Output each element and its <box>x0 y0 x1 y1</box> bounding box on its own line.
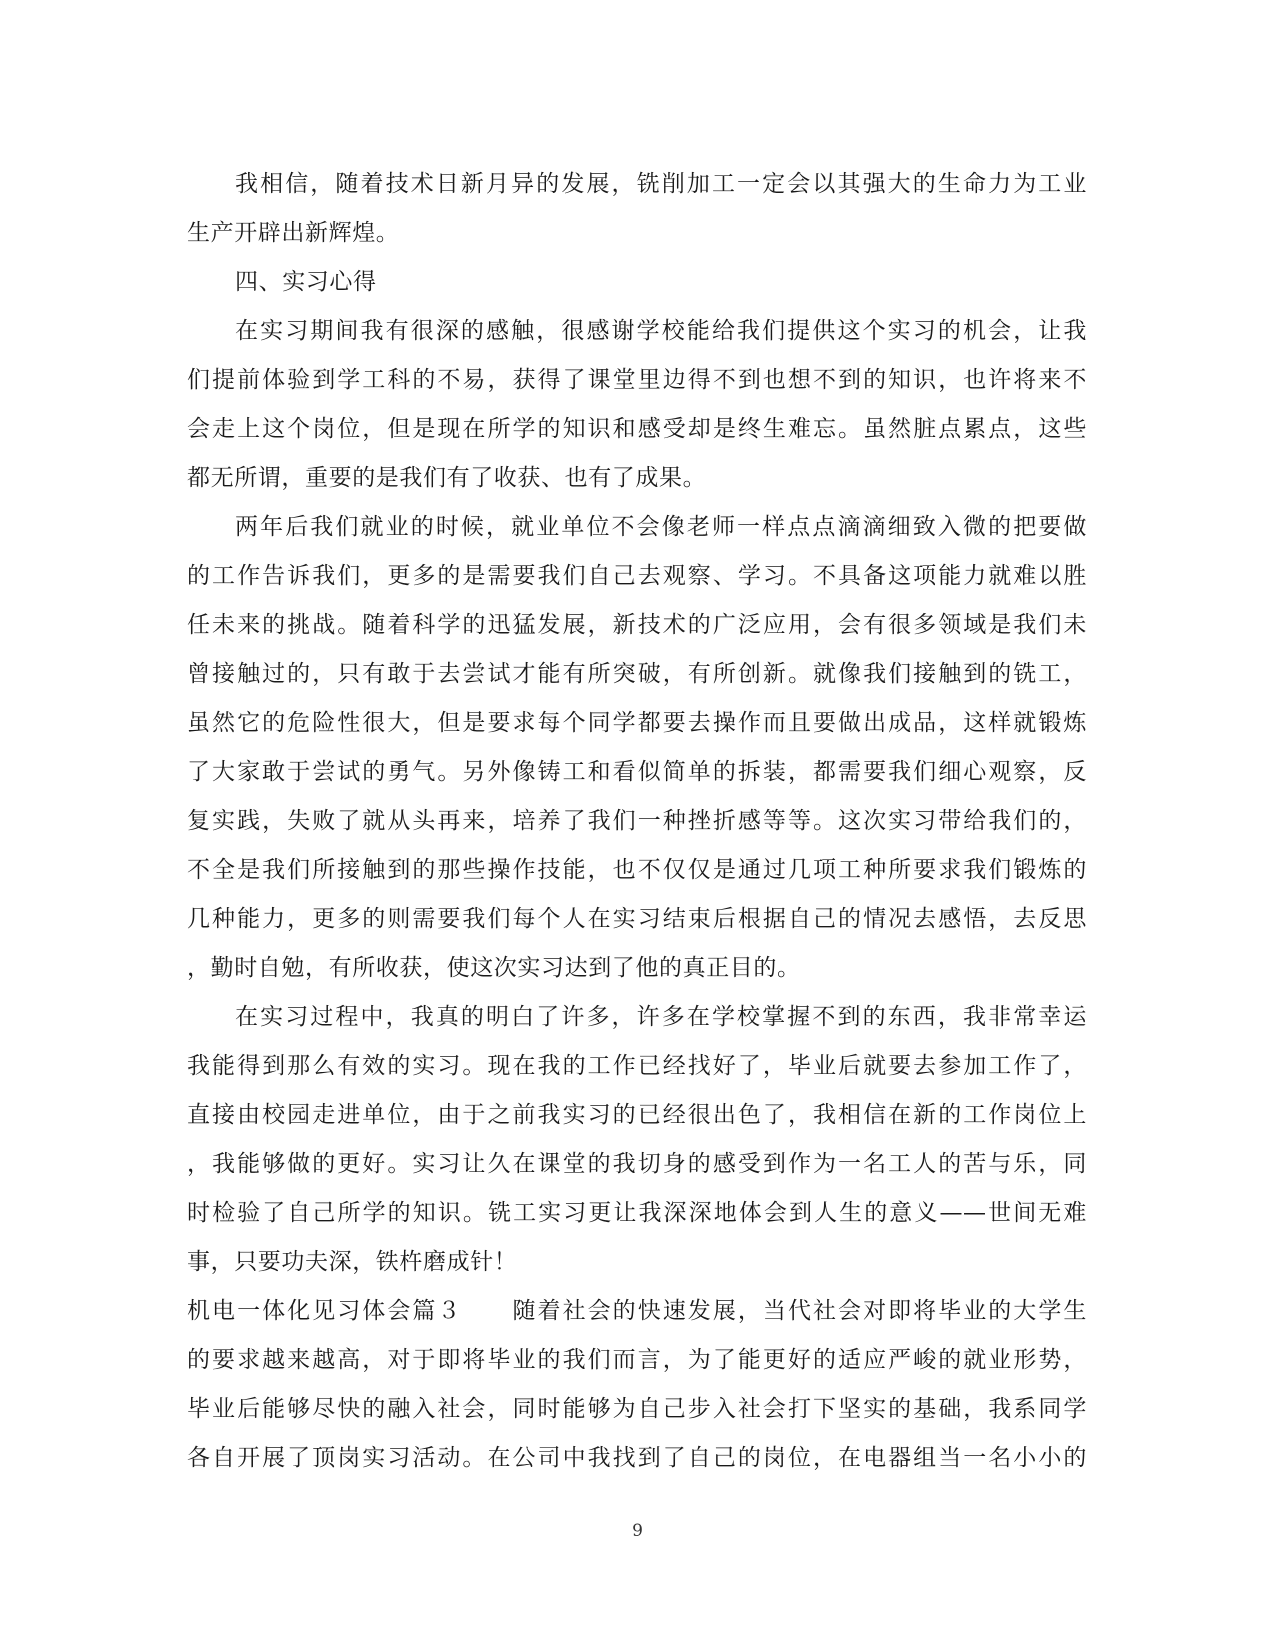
text-line: 虽然它的危险性很大，但是要求每个同学都要去操作而且要做出成品，这样就锻炼 <box>187 710 1087 736</box>
text-line: 复实践，失败了就从头再来，培养了我们一种挫折感等等。这次实习带给我们的， <box>187 808 1087 834</box>
text-line: 任未来的挑战。随着科学的迅猛发展，新技术的广泛应用，会有很多领域是我们未 <box>187 612 1087 638</box>
text-line: 直接由校园走进单位，由于之前我实习的已经很出色了，我相信在新的工作岗位上 <box>187 1102 1087 1128</box>
text-line: ，我能够做的更好。实习让久在课堂的我切身的感受到作为一名工人的苦与乐，同 <box>187 1151 1087 1177</box>
text-line: ，勤时自勉，有所收获，使这次实习达到了他的真正目的。 <box>187 955 801 981</box>
text-line: 的工作告诉我们，更多的是需要我们自己去观察、学习。不具备这项能力就难以胜 <box>187 563 1087 589</box>
text-line: 我能得到那么有效的实习。现在我的工作已经找好了，毕业后就要去参加工作了， <box>187 1053 1087 1079</box>
text-line: 机电一体化见习体会篇３ 随着社会的快速发展，当代社会对即将毕业的大学生 <box>187 1298 1087 1324</box>
text-line: 生产开辟出新辉煌。 <box>187 220 400 246</box>
text-line: 都无所谓，重要的是我们有了收获、也有了成果。 <box>187 465 707 491</box>
text-line: 几种能力，更多的则需要我们每个人在实习结束后根据自己的情况去感悟，去反思 <box>187 906 1087 932</box>
document-body <box>187 160 1087 1483</box>
text-line: 会走上这个岗位，但是现在所学的知识和感受却是终生难忘。虽然脏点累点，这些 <box>187 416 1087 442</box>
text-line: 时检验了自己所学的知识。铣工实习更让我深深地体会到人生的意义——世间无难 <box>187 1200 1087 1226</box>
text-line: 毕业后能够尽快的融入社会，同时能够为自己步入社会打下坚实的基础，我系同学 <box>187 1396 1087 1422</box>
page-number: 9 <box>632 1521 643 1541</box>
text-line: 四、实习心得 <box>235 269 377 295</box>
text-line: 在实习期间我有很深的感触，很感谢学校能给我们提供这个实习的机会，让我 <box>235 318 1087 344</box>
text-line: 两年后我们就业的时候，就业单位不会像老师一样点点滴滴细致入微的把要做 <box>235 514 1087 540</box>
text-line: 事，只要功夫深，铁杵磨成针！ <box>187 1249 518 1275</box>
text-line: 在实习过程中，我真的明白了许多，许多在学校掌握不到的东西，我非常幸运 <box>235 1004 1087 1030</box>
text-line: 了大家敢于尝试的勇气。另外像铸工和看似简单的拆装，都需要我们细心观察，反 <box>187 759 1087 785</box>
text-line: 我相信，随着技术日新月异的发展，铣削加工一定会以其强大的生命力为工业 <box>235 171 1087 197</box>
text-line: 各自开展了顶岗实习活动。在公司中我找到了自己的岗位，在电器组当一名小小的 <box>187 1445 1087 1471</box>
text-line: 们提前体验到学工科的不易，获得了课堂里边得不到也想不到的知识，也许将来不 <box>187 367 1087 393</box>
text-line: 的要求越来越高，对于即将毕业的我们而言，为了能更好的适应严峻的就业形势， <box>187 1347 1087 1373</box>
text-line: 曾接触过的，只有敢于去尝试才能有所突破，有所创新。就像我们接触到的铣工， <box>187 661 1087 687</box>
text-line: 不全是我们所接触到的那些操作技能，也不仅仅是通过几项工种所要求我们锻炼的 <box>187 857 1087 883</box>
